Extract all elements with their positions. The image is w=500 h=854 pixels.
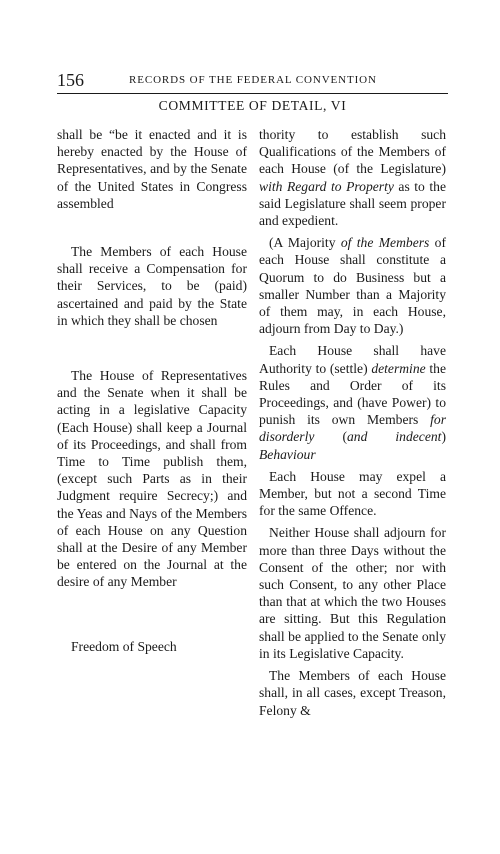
left-paragraph-compensation: The Members of each House shall receive a Compensation for their Services, to be (paid) ascertained and paid by the State in which they shall be chosen bbox=[57, 244, 247, 328]
left-paragraph-journal: The House of Representatives and the Senate when it shall be acting in a legislative Capacity (Each House) shall keep a Journal of its Proceedings, and shall from Time to Time publish them, (except such Parts as in their Judgment require Secrecy;) and the Yeas and Nays of the Members of each House on any Question shall at the Desire of any Member be entered on the Journal at the desire of any Member bbox=[57, 368, 247, 590]
right-paragraph-quorum: (A Majority of the Members of each House shall constitute a Quorum to do Business but a smaller Number than a Majority of them may, in each House, adjourn from Day to Day.) bbox=[259, 235, 446, 337]
left-paragraph-enacting-clause: shall be “be it enacted and it is hereby enacted by the House of Representatives, and by the Senate of the United States in Congress assembled bbox=[57, 127, 247, 211]
running-title: RECORDS OF THE FEDERAL CONVENTION bbox=[129, 74, 377, 86]
right-paragraph-rules: Each House shall have Authority to (settle) determine the Rules and Order of its Proceedings, and (have Power) to punish its own Members for disorderly (and indecent) Behaviour bbox=[259, 343, 446, 462]
right-paragraph-expel: Each House may expel a Member, but not a second Time for the same Offence. bbox=[259, 468, 446, 519]
page-number: 156 bbox=[57, 70, 84, 90]
right-paragraph-qualifications: thority to establish such Qualifications of the Members of each House (of the Legislature) with Regard to Property as to the said Legislature shall seem proper and expedient. bbox=[259, 127, 446, 229]
section-title: COMMITTEE OF DETAIL, VI bbox=[158, 98, 347, 113]
right-paragraph-adjourn: Neither House shall adjourn for more than three Days without the Consent of the other; nor with such Consent, to any other Place than that at which the two Houses are sitting. But this Regulation shall be applied to the Senate only in its Legislative Capacity. bbox=[259, 525, 446, 661]
header-rule bbox=[57, 93, 448, 94]
left-column bbox=[57, 126, 247, 655]
left-paragraph-freedom-of-speech: Freedom of Speech bbox=[71, 638, 177, 654]
right-column bbox=[259, 126, 446, 719]
right-paragraph-privilege: The Members of each House shall, in all cases, except Treason, Felony & bbox=[259, 668, 446, 718]
page-header bbox=[57, 70, 448, 90]
